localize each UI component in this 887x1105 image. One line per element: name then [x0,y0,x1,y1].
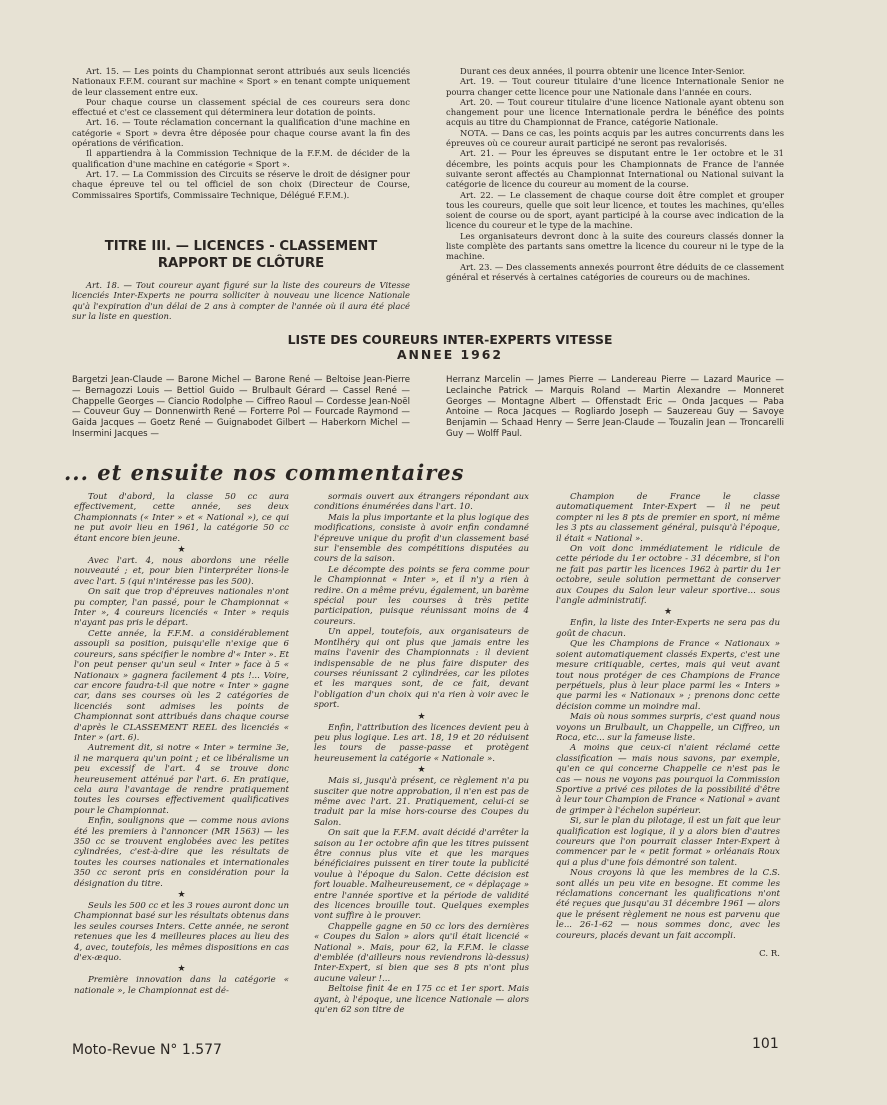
list-year: ANNEE 1962 [396,347,504,362]
commentary-paragraph: Enfin, la liste des Inter-Experts ne sera pas du goût de chacun. [556,618,780,639]
commentary-paragraph: On sait que la F.F.M. avait décidé d'arrêter la saison au 1er octobre afin que les titres puissent être connus plus vite et que les marques bénéficiaires puissent en tirer toute la publicité voulue à l'époque du Salon. Cette décision est fort louable. Malheureusement, ce « déplaçage » entre l'année sportive et la période de validité des licences brouille tout. Quelques exemples vont suffire à le prouver. [314,828,529,922]
commentary-paragraph: Chappelle gagne en 50 cc lors des dernières « Coupes du Salon » alors qu'il était licencié « National ». Mais, pour 62, la F.F.M. le classe d'emblée (d'ailleurs nous reviendrons là-dessus) Inter-Expert, si bien que ses 8 pts n'ont plus aucune valeur !... [314,921,529,984]
list-title-text: LISTE DES COUREURS INTER-EXPERTS VITESSE [287,332,613,347]
commentary-paragraph: Enfin, l'attribution des licences devient peu à peu plus logique. Les art. 18, 19 et 20 réduisent les tours de passe-passe et protègent heureusement la catégorie « Nationale ». [314,722,529,764]
rule-paragraph: Les organisateurs devront donc à la suite des coureurs classés donner la liste complète des partants sans omettre la licence du coureur ni le type de la machine. [446,230,784,262]
title-iii-line-1: TITRE III. — LICENCES - CLASSEMENT [104,239,378,254]
commentary-paragraph: Un appel, toutefois, aux organisateurs de Montlhéry qui ont plus que jamais entre les mains l'avenir des Championnats : il devient indispensable de ne plus faire disputer des courses réunissant 2 cylindrées, car les pilotes et les marques sont, de ce fait, devant l'obligation d'un choix qui n'a rien à voir avec le sport. [314,627,529,711]
commentary-paragraph: Mais si, jusqu'à présent, ce règlement n'a pu susciter que notre approbation, il n'en est pas de même avec l'art. 21. Pratiquement, celui-ci se traduit par la mise hors-course des Coupes du Salon. [314,776,529,828]
section-star: ★ [177,964,186,975]
article-18: Art. 18. — Tout coureur ayant figuré sur la liste des coureurs de Vitesse licenciés Inter-Experts ne pourra solliciter à nouveau une licence Nationale qu'à l'expiration d'un délai de 2 ans à compter de l'année où il aura été placé sur la liste en question. [72,280,410,321]
names-list-left: Bargetzi Jean-Claude — Barone Michel — Barone René — Beltoise Jean-Pierre — Bernagozzi Louis — Bettiol Guido — Brulbault Gérard — Cassel René — Chappelle Georges — Ciancio Rodolphe — Ciffreo Raoul — Cordesse Jean-Noël — Couveur Guy — Donnenwirth René — Forterre Pol — Fourcade Raymond — Gaida Jacques — Goetz René — Guignabodet Gilbert — Haberkorn Michel — Insermini Jacques — [72,375,410,439]
inter-experts-list-title [200,332,700,362]
commentary-paragraph: Mais où nous sommes surpris, c'est quand nous voyons un Brulbault, un Chappelle, un Ciffreo, un Roca, etc... sur la fameuse liste. [556,712,780,743]
section-star: ★ [177,545,186,556]
rule-paragraph: Art. 17. — La Commission des Circuits se réserve le droit de désigner pour chaque épreuve tel ou tel officiel de son choix (Directeur de Course, Commissaires Sportifs, Commissaire Technique, Délégué F.F.M.). [72,168,410,200]
commentary-paragraph: sormais ouvert aux étrangers répondant aux conditions énumérées dans l'art. 10. [314,492,529,513]
commentary-paragraph: Première innovation dans la catégorie « nationale », le Championnat est dé- [74,975,289,996]
names-list-right: Herranz Marcelin — James Pierre — Landereau Pierre — Lazard Maurice — Leclainche Patrick — Marquis Roland — Martin Alexandre — Monneret Georges — Montagne Albert — Offenstadt Eric — Onda Jacques — Paba Antoine — Roca Jacques — Rogliardo Joseph — Sauzereau Guy — Savoye Benjamin — Schaad Henry — Serre Jean-Claude — Touzalin Jean — Troncarelli Guy — Wolff Paul. [446,375,784,439]
magazine-issue-footer: Moto-Revue N° 1.577 [72,1042,222,1058]
commentary-paragraph: Nous croyons là que les membres de la C.S. sont allés un peu vite en besogne. Et comme les réclamations concernant les qualifications n'ont été reçues que jusqu'au 31 décembre 1961 — alors que le présent règlement ne nous est parvenu que le... 26-1-62 — nous sommes donc, avec les coureurs, placés devant un fait accompli. [556,868,780,941]
commentary-column-3-body [556,492,780,941]
commentary-paragraph: Champion de France le classe automatiquement Inter-Expert — il ne peut compter ni les 8 pts de premier en sport, ni même les 3 pts au classement général, puisqu'à l'époque, il était « National ». [556,492,780,544]
commentary-paragraph: Seuls les 500 cc et les 3 roues auront donc un Championnat basé sur les résultats obtenus dans les seules courses Inters. Cette année, ne seront retenues que les 4 meilleures places au lieu des 4, avec, toutefois, les mêmes dispositions en cas d'ex-æquo. [74,901,289,964]
section-star: ★ [177,890,186,901]
commentary-paragraph: Tout d'abord, la classe 50 cc aura effectivement, cette année, ses deux Championnats (« Inter » et « National »), ce qui ne put avoir lieu en 1961, la catégorie 50 cc étant encore bien jeune. [74,492,289,544]
title-iii-heading [72,238,410,272]
rule-paragraph: Art. 20. — Tout coureur titulaire d'une licence Nationale ayant obtenu son changement pour une licence Internationale perdra le bénéfice des points acquis au titre du Championnat de France, catégorie Nationale. [446,96,784,128]
rule-paragraph: Art. 19. — Tout coureur titulaire d'une licence Internationale Senior ne pourra changer cette licence pour une Nationale dans l'année en cours. [446,76,784,97]
rule-paragraph: Art. 23. — Des classements annexés pourront être déduits de ce classement général et réservés à certaines catégories de coureurs ou de machines. [446,261,784,282]
rule-paragraph: Durant ces deux années, il pourra obtenir une licence Inter-Senior. [460,66,746,76]
commentary-paragraph: A moins que ceux-ci n'aient réclamé cette classification — mais nous savons, par exemple, qu'en ce qui concerne Chappelle ce n'est pas le cas — nous ne voyons pas pourquoi la Commission Sportive a privé ces pilotes de la possibilité d'être à leur tour Champion de France « National » avant de grimper à l'échelon supérieur. [556,743,780,816]
rule-paragraph: Pour chaque course un classement spécial de ces coureurs sera donc effectué et c'est ce classement qui déterminera leur dotation de points. [72,96,410,118]
commentary-paragraph: Que les Champions de France « Nationaux » soient automatiquement classés Experts, c'est une mesure critiquable, certes, mais qui veut avant tout nous protéger de ces Champions de France perpétuels, plus à leur place parmi les « Inters » que parmi les « Nationaux » ; prenons donc cette décision comme un moindre mal. [556,639,780,712]
rule-paragraph: Art. 15. — Les points du Championnat seront attribués aux seuls licenciés Nationaux F.F.M. courant sur machine « Sport » en tenant compte uniquement de leur classement entre eux. [72,66,410,97]
rule-paragraph: Art. 16. — Toute réclamation concernant la qualification d'une machine en catégorie « Sport » devra être déposée pour chaque course avant la fin des opérations de vérification. [72,117,410,149]
rule-paragraph: Art. 22. — Le classement de chaque course doit être complet et grouper tous les coureurs, quelle que soit leur licence, et toutes les machines, qu'elles soient de course ou de sport, ayant participé à la course avec indication de la licence du coureur et le type de la machine. [446,189,784,231]
rules-column-left [72,66,410,200]
commentary-paragraph: Avec l'art. 4, nous abordons une réelle nouveauté ; et, pour bien l'interpréter lions-le avec l'art. 5 (qui n'intéresse pas les 500). [74,556,289,587]
commentary-paragraph: Beltoise finit 4e en 175 cc et 1er sport. Mais ayant, à l'époque, une licence Nationale — alors qu'en 62 son titre de [314,984,529,1016]
rule-paragraph: Art. 21. — Pour les épreuves se disputant entre le 1er octobre et le 31 décembre, les points acquis pour les Championnats de France de l'année suivante seront affectés au Championnat International ou National suivant la catégorie de licence du coureur au moment de la course. [446,148,784,190]
title-iii-line-2: RAPPORT DE CLÔTURE [157,256,325,271]
author-signature: C. R. [759,949,780,960]
commentary-heading: ... et ensuite nos commentaires [64,460,465,485]
commentary-paragraph: Mais la plus importante et la plus logique des modifications, consiste à avoir enfin condamné l'épreuve unique du profit d'un classement basé sur l'ensemble des compétitions disputées au cours de la saison. [314,512,529,565]
section-star: ★ [663,607,673,618]
commentary-column-2 [314,492,529,1016]
commentary-paragraph: Le décompte des points se fera comme pour le Championnat « Inter », et il n'y a rien à redire. On a même prévu, également, un barème spécial pour les courses à très petite participation, puisque réunissant moins de 4 coureurs. [314,564,529,627]
rule-paragraph: NOTA. — Dans ce cas, les points acquis par les autres concurrents dans les épreuves où ce coureur aurait participé ne seront pas revalorisés. [446,127,784,149]
commentary-paragraph: Enfin, soulignons que — comme nous avions été les premiers à l'annoncer (MR 1563) — les 350 cc se trouvent englobées avec les petites cylindrées, c'est-à-dire que les résultats de toutes les courses nationales et internationales 350 cc seront pris en considération pour la désignation du titre. [74,816,289,889]
commentary-paragraph: Si, sur le plan du pilotage, il est un fait que leur qualification est logique, il y a alors bien d'autres coureurs que l'on pourrait classer Inter-Expert à commencer par le « petit format » orléanais Roux qui a plus d'une fois démontré son talent. [556,816,780,868]
page-number: 101 [752,1036,779,1052]
section-star: ★ [417,765,426,776]
commentary-paragraph: On voit donc immédiatement le ridicule de cette période du 1er octobre - 31 décembre, si l'on ne fait pas partir les licences 1962 à partir du 1er octobre, seule solution permettant de conserver aux Coupes du Salon leur valeur sportive... sous l'angle administratif. [556,544,780,607]
rule-paragraph: Il appartiendra à la Commission Technique de la F.F.M. de décider de la qualification d'une machine en catégorie « Sport ». [72,148,410,169]
section-star: ★ [417,711,426,722]
commentary-column-1 [74,492,289,996]
commentary-paragraph: Cette année, la F.F.M. a considérablement assoupli sa position, puisqu'elle n'exige que 6 coureurs, sans spécifier le nombre d'« Inter ». Et l'on peut penser qu'un seul « Inter » face à 5 « Nationaux » gagnera facilement 4 pts !... Voire, car encore faudra-t-il que notre « Inter » gagne car, dans ses courses où les 2 catégories de licenciés sont admises les points de Championnat sont attribués dans chaque course d'après le CLASSEMENT REEL des licenciés « Inter » (art. 6). [74,628,289,743]
commentary-paragraph: Autrement dit, si notre « Inter » termine 3e, il ne marquera qu'un point ; et ce libéralisme un peu excessif de l'art. 4 se trouve donc heureusement atténué par l'art. 6. En pratique, cela aura l'avantage de rendre pratiquement toutes les courses effectivement qualificatives pour le Championnat. [74,743,289,816]
commentary-column-3 [556,492,780,959]
commentary-paragraph: On sait que trop d'épreuves nationales n'ont pu compter, l'an passé, pour le Championnat « Inter », 4 coureurs licenciés « Inter » requis n'ayant pas pris le départ. [74,587,289,629]
rules-column-right [446,66,784,282]
